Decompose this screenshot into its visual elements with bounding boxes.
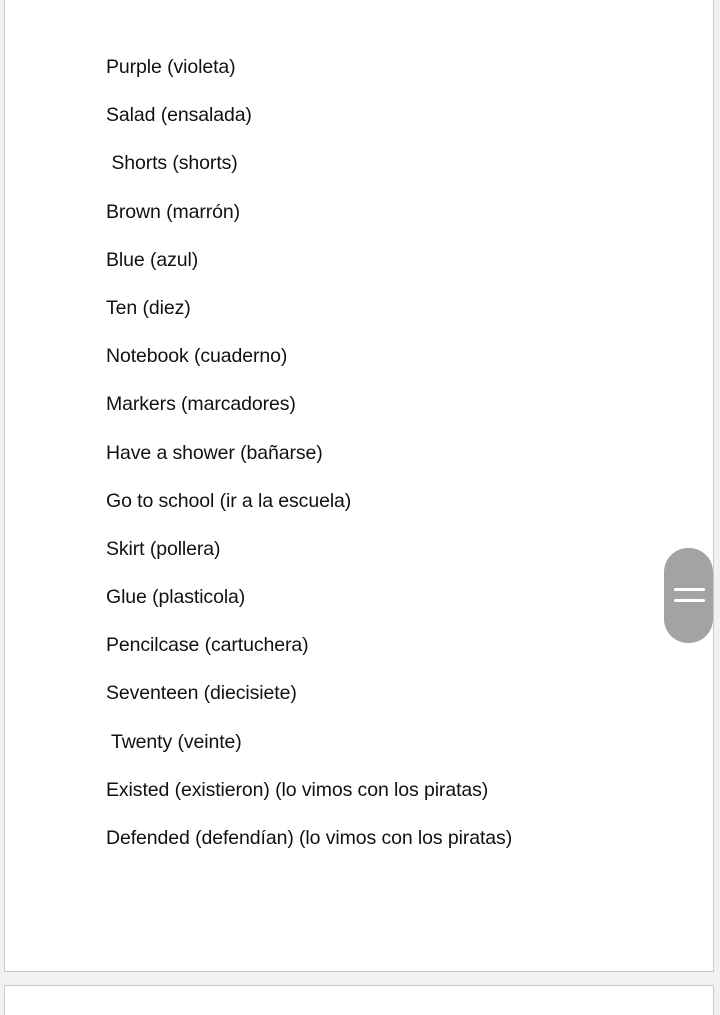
list-item: Blue (azul): [106, 248, 199, 271]
list-item: Existed (existieron) (lo vimos con los piratas): [106, 778, 489, 801]
document-page: [4, 0, 714, 972]
scrollbar-handle[interactable]: [664, 548, 713, 643]
list-item: Salad (ensalada): [106, 104, 252, 127]
drag-handle-icon: [674, 599, 705, 602]
list-item: Ten (diez): [106, 296, 191, 319]
list-item: Pencilcase (cartuchera): [106, 634, 309, 657]
list-item: Brown (marrón): [106, 200, 241, 223]
vocabulary-list: [106, 55, 512, 874]
next-document-page: [4, 985, 714, 1015]
list-item: Skirt (pollera): [106, 537, 221, 560]
list-item: Go to school (ir a la escuela): [106, 489, 352, 512]
drag-handle-icon: [674, 588, 705, 591]
list-item: Twenty (veinte): [106, 730, 242, 753]
list-item: Notebook (cuaderno): [106, 345, 288, 368]
list-item: Defended (defendían) (lo vimos con los piratas): [106, 827, 513, 849]
list-item: Purple (violeta): [106, 56, 236, 78]
list-item: Seventeen (diecisiete): [106, 682, 297, 705]
list-item: Shorts (shorts): [106, 152, 238, 175]
list-item: Have a shower (bañarse): [106, 441, 323, 464]
list-item: Glue (plasticola): [106, 586, 246, 609]
list-item: Markers (marcadores): [106, 393, 296, 416]
